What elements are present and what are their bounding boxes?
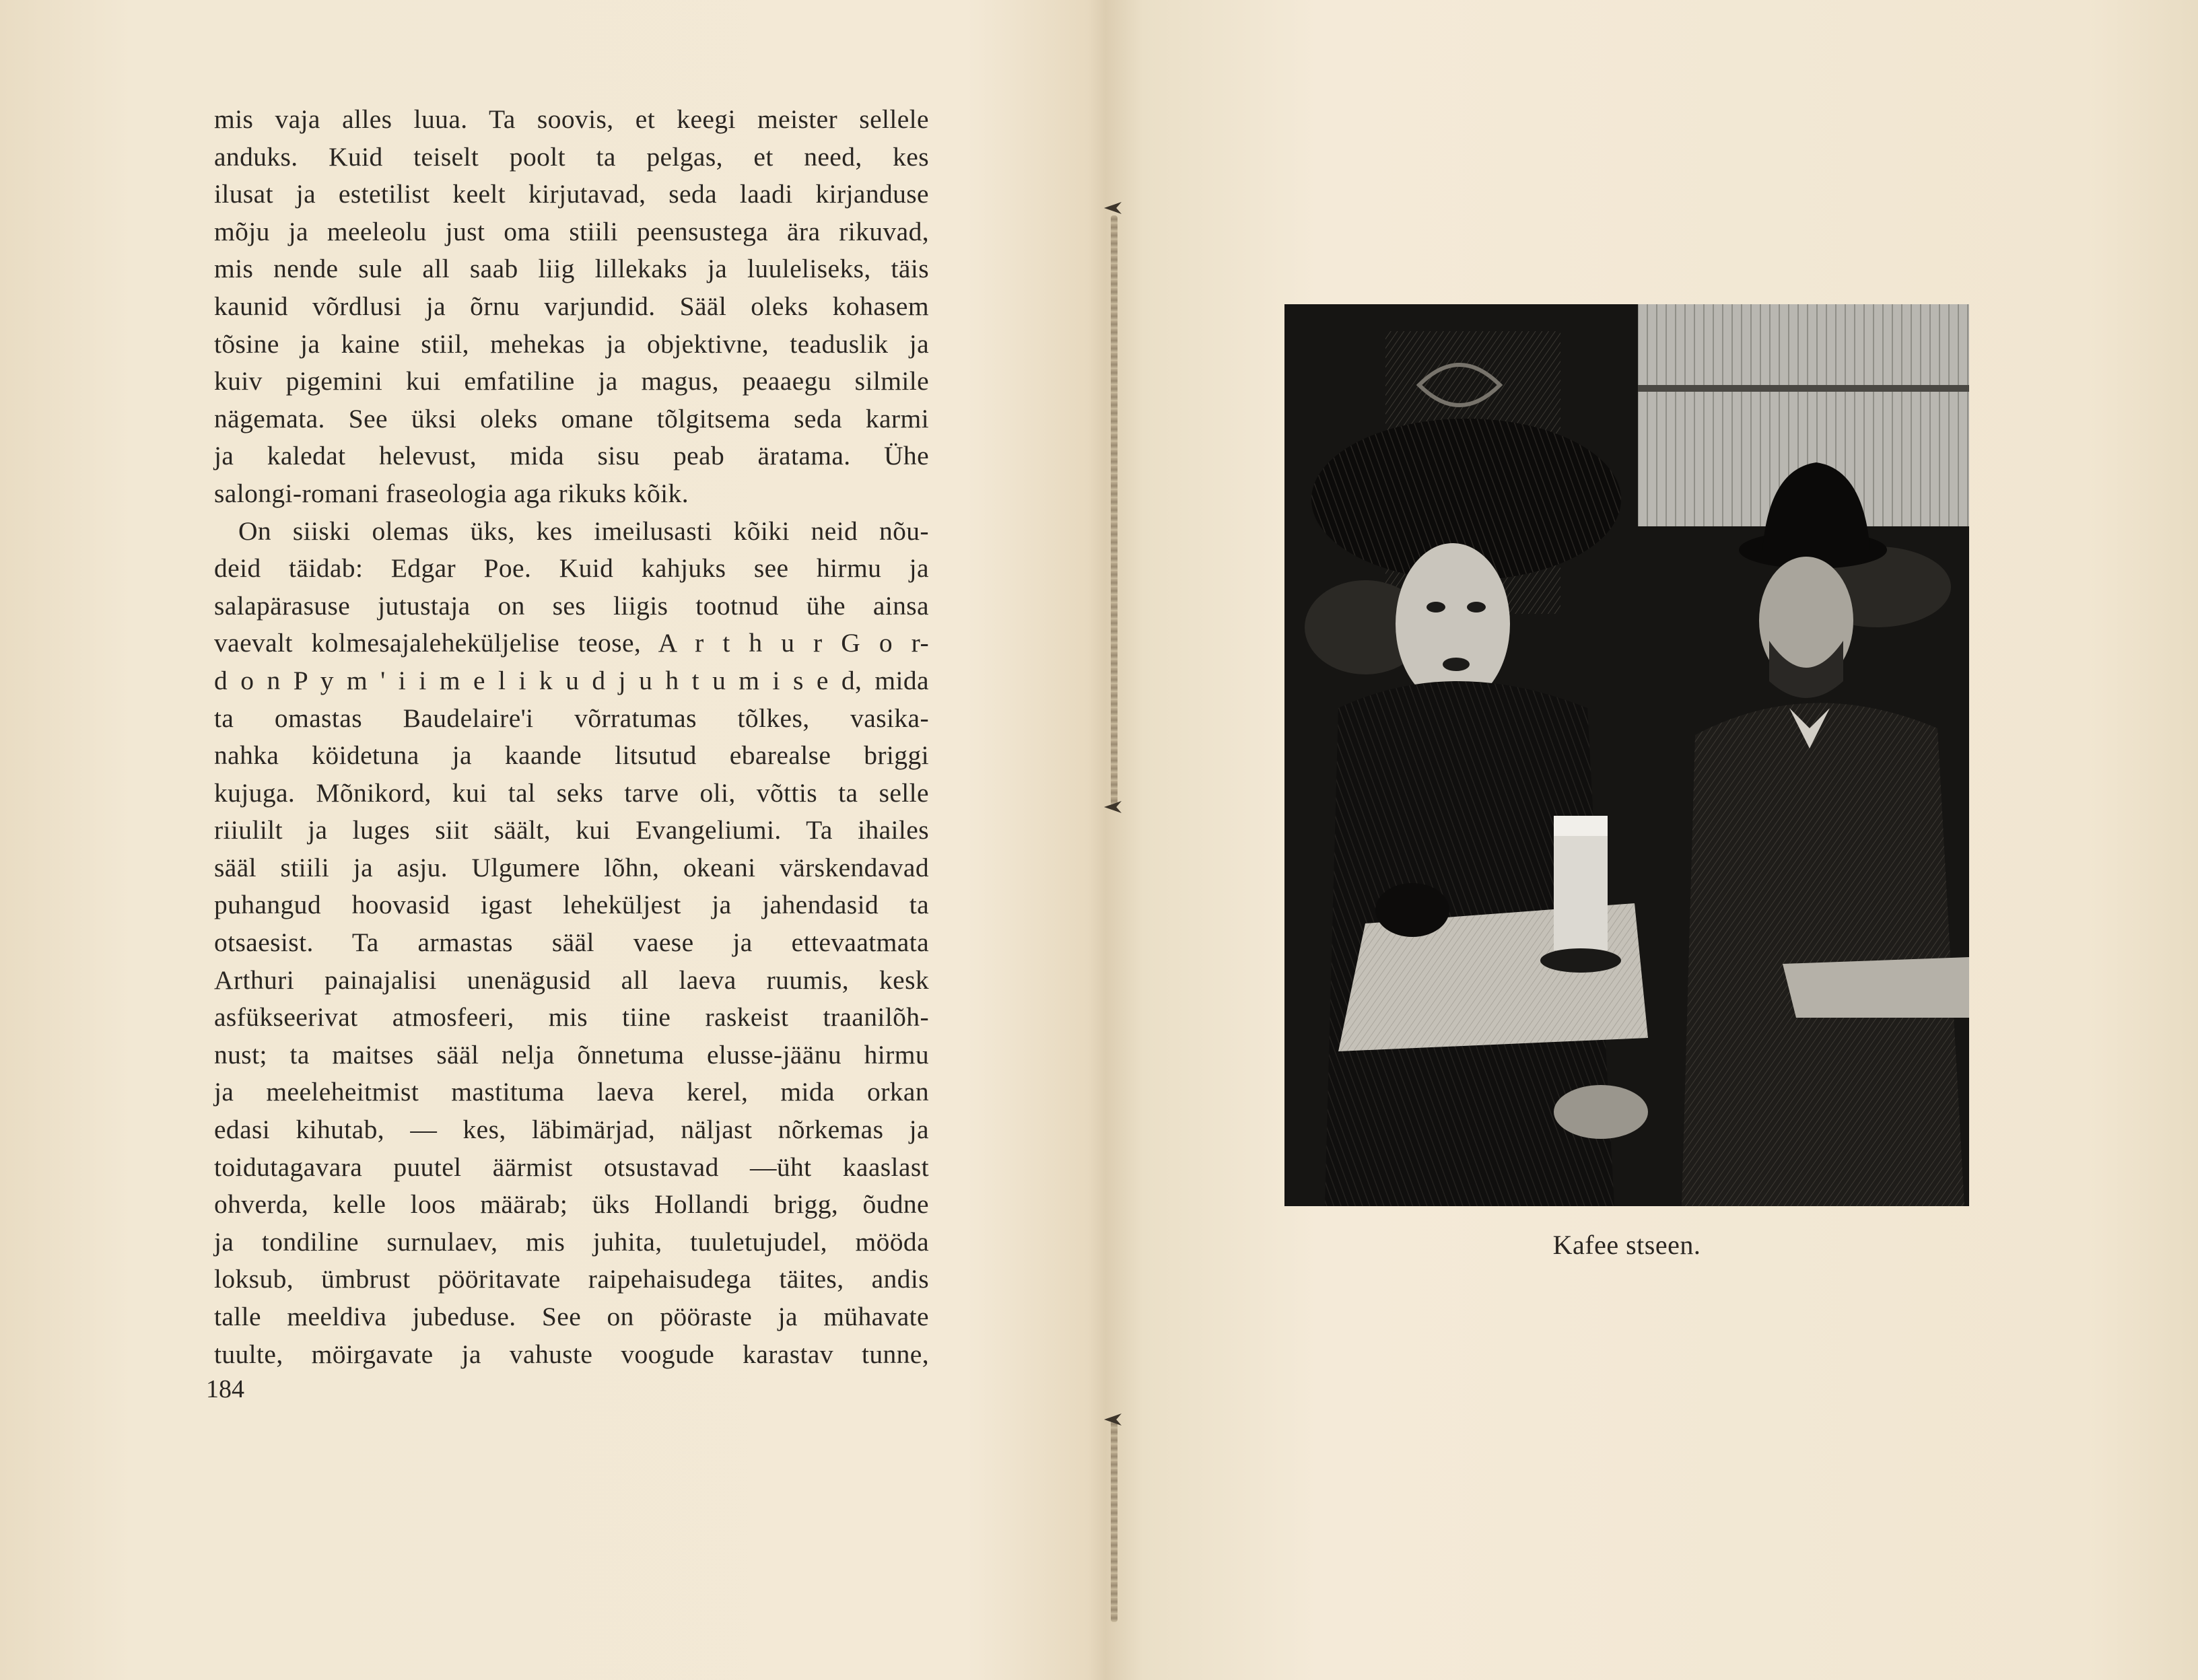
- cafe-scene-illustration: [1284, 304, 1969, 1206]
- page-number: 184: [206, 1375, 244, 1403]
- text-line: mis vaja alles luua. Ta soovis, et keegi meister sellele: [214, 104, 929, 134]
- text-line: ja kaledat helevust, mida sisu peab äratama. Ühe: [214, 441, 929, 471]
- text-line: salapärasuse jutustaja on ses liigis tootnud ühe ainsa: [214, 590, 929, 621]
- text-line: salongi-romani fraseologia aga rikuks kõik.: [214, 478, 689, 508]
- text-line: nust; ta maitses sääl nelja õnnetuma elusse-jäänu hirmu: [214, 1039, 929, 1070]
- text-line: otsaesist. Ta armastas sääl vaese ja ettevaatmata: [214, 928, 929, 958]
- binding-thread: [1111, 215, 1118, 808]
- text-line: edasi kihutab, — kes, läbimärjad, näljast nõrkemas ja: [214, 1115, 929, 1145]
- text-line: riiulilt ja luges siit säält, kui Evangeliumi. Ta ihailes: [214, 815, 929, 845]
- text-line: mis nende sule all saab liig lillekaks ja luuleliseks, täis: [214, 254, 929, 284]
- text-line: vaevalt kolmesajaleheküljelise teose, A r t h u r G o r-: [214, 628, 929, 658]
- illustration-caption: Kafee stseen.: [1552, 1230, 1701, 1260]
- text-line: loksub, ümbrust pööritavate raipehaisudega täites, andis: [214, 1264, 929, 1294]
- body-text: [214, 101, 929, 1373]
- text-line: kaunid võrdlusi ja õrnu varjundid. Sääl oleks kohasem: [214, 291, 929, 321]
- text-line: ilusat ja estetilist keelt kirjutavad, seda laadi kirjanduse: [214, 179, 929, 209]
- text-line: toidutagavara puutel äärmist otsustavad —üht kaaslast: [214, 1152, 929, 1182]
- text-line: talle meeldiva jubeduse. See on pööraste ja mühavate: [214, 1302, 929, 1331]
- text-line: d o n P y m ' i i m e l i k u d j u h t u m i s e d, mida: [214, 665, 929, 695]
- text-line: nahka köidetuna ja kaande litsutud ebarealse briggi: [214, 740, 929, 771]
- text-line: asfükseerivat atmosfeeri, mis tiine raskeist traanilõh-: [214, 1002, 929, 1032]
- text-line: ja tondiline surnulaev, mis juhita, tuuletujudel, mööda: [214, 1226, 929, 1257]
- text-line: deid täidab: Edgar Poe. Kuid kahjuks see hirmu ja: [214, 553, 929, 584]
- text-line: On siiski olemas üks, kes imeilusasti kõiki neid nõu-: [238, 516, 929, 546]
- text-line: tõsine ja kaine stiil, mehekas ja objektivne, teaduslik ja: [214, 328, 929, 359]
- text-line: tuulte, möirgavate ja vahuste voogude karastav tunne,: [214, 1339, 929, 1369]
- text-line: ja meeleheitmist mastituma laeva kerel, mida orkan: [214, 1077, 929, 1107]
- text-line: mõju ja meeleolu just oma stiili peensustega ära rikuvad,: [214, 216, 929, 246]
- text-line: sääl stiili ja asju. Ulgumere lõhn, okeani värskendavad: [214, 852, 929, 882]
- text-line: ohverda, kelle loos määrab; üks Hollandi brigg, õudne: [214, 1189, 929, 1220]
- right-page: [1118, 0, 2198, 1680]
- text-line: nägemata. See üksi oleks omane tõlgitsema seda karmi: [214, 403, 929, 433]
- text-line: anduks. Kuid teiselt poolt ta pelgas, et need, kes: [214, 141, 929, 172]
- cafe-scene-artwork: [1284, 304, 1969, 1206]
- binding-thread: [1111, 1420, 1118, 1622]
- text-line: Arthuri painajalisi unenägusid all laeva ruumis, kesk: [214, 965, 929, 995]
- text-line: ta omastas Baudelaire'i võrratumas tõlkes, vasika-: [214, 703, 929, 733]
- text-line: kujuga. Mõnikord, kui tal seks tarve oli, võttis ta selle: [214, 777, 929, 808]
- text-line: kuiv pigemini kui emfatiline ja magus, peaaegu silmile: [214, 366, 929, 396]
- text-line: puhangud hoovasid igast leheküljest ja jahendasid ta: [214, 890, 929, 920]
